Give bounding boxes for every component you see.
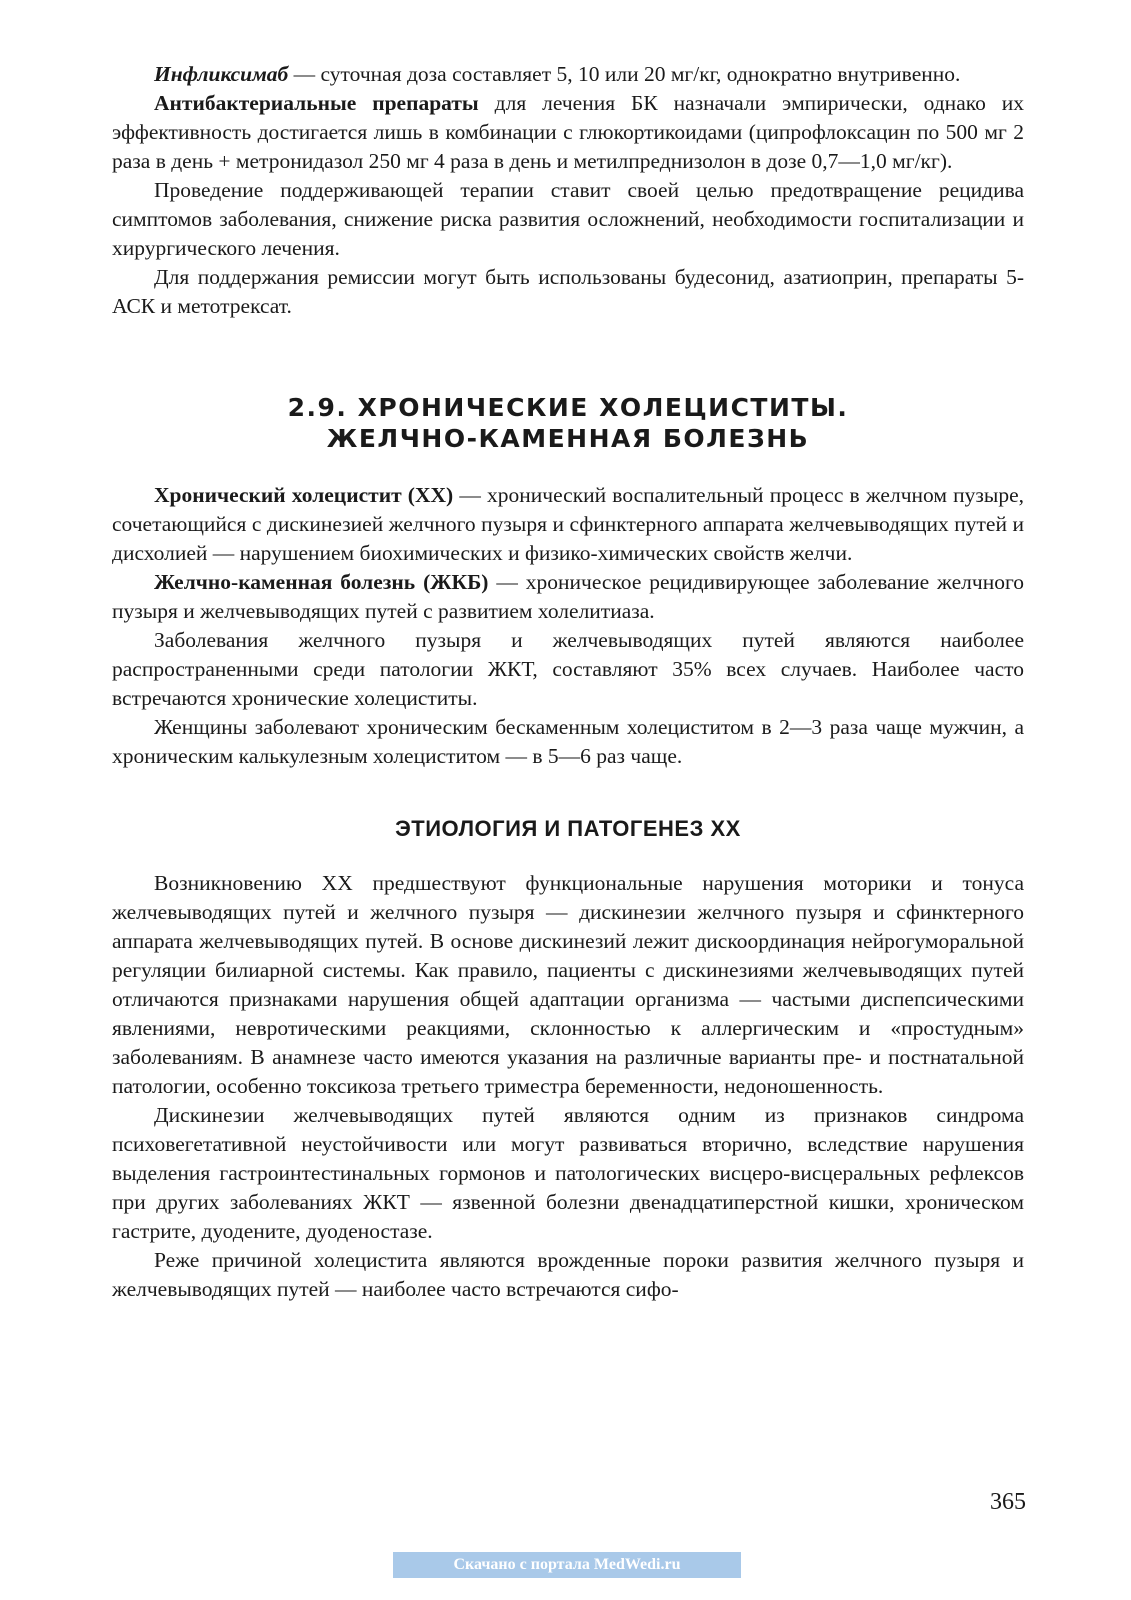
paragraph-prevalence: Заболевания желчного пузыря и желчевыводящих путей являются наиболее распространенными среди патологии ЖКТ, составляют 35% всех случаев. Наиболее часто встречаются хронические холециститы. [112, 628, 1024, 710]
watermark-banner: Скачано с портала MedWedi.ru [393, 1552, 741, 1578]
term-chronic-cholecystitis: Хронический холецистит (ХХ) [154, 483, 454, 507]
term-antibacterial: Антибактериальные препараты [154, 91, 479, 115]
term-infliximab: Инфликсимаб [154, 62, 289, 86]
page-body [112, 60, 1024, 1304]
paragraph-gallstone-disease: Желчно-каменная болезнь (ЖКБ) — хроническое рецидивирующее заболевание желчного пузыря и желчевыводящих путей с развитием холелитиаза. [112, 570, 1024, 623]
paragraph-antibacterial: Антибактериальные препараты для лечения БК назначали эмпирически, однако их эффективность достигается лишь в комбинации с глюкортикоидами (ципрофлоксацин по 500 мг 2 раза в день + метронидазол 250 мг 4 раза в день и метилпреднизолон в дозе 0,7—1,0 мг/кг). [112, 91, 1025, 173]
paragraph-infliximab: Инфликсимаб — суточная доза составляет 5, 10 или 20 мг/кг, однократно внутривенно. [154, 62, 961, 86]
paragraph-remission: Для поддержания ремиссии могут быть использованы будесонид, азатиоприн, препараты 5-АСК и метотрексат. [112, 265, 1024, 318]
subheading-etiology: ЭТИОЛОГИЯ И ПАТОГЕНЕЗ ХХ [395, 816, 741, 841]
section-title-line-2: ЖЕЛЧНО-КАМЕННАЯ БОЛЕЗНЬ [326, 424, 810, 453]
paragraph-maintenance-therapy: Проведение поддерживающей терапии ставит своей целью предотвращение рецидива симптомов заболевания, снижение риска развития осложнений, необходимости госпитализации и хирургического лечения. [112, 178, 1024, 260]
section-title [112, 392, 1024, 454]
paragraph-etiology-3: Реже причиной холецистита являются врожденные пороки развития желчного пузыря и желчевыводящих путей — наиболее часто встречаются сифо- [112, 1248, 1024, 1301]
paragraph-women-incidence: Женщины заболевают хроническим бескаменным холециститом в 2—3 раза чаще мужчин, а хроническим калькулезным холециститом — в 5—6 раз чаще. [112, 715, 1024, 768]
term-gallstone-disease: Желчно-каменная болезнь (ЖКБ) [154, 570, 489, 594]
paragraph-etiology-1: Возникновению ХХ предшествуют функциональные нарушения моторики и тонуса желчевыводящих путей и желчного пузыря — дискинезии желчного пузыря и сфинктерного аппарата желчевыводящих путей. В основе дискинезий лежит дискоординация нейрогуморальной регуляции билиарной системы. Как правило, пациенты с дискинезиями желчевыводящих путей отличаются признаками нарушения общей адаптации организма — частыми диспепсическими явлениями, невротическими реакциями, склонностью к аллергическим и «простудным» заболеваниям. В анамнезе часто имеются указания на различные варианты пре- и постнатальной патологии, особенно токсикоза третьего триместра беременности, недоношенность. [112, 871, 1024, 1098]
paragraph-chronic-cholecystitis: Хронический холецистит (ХХ) — хронический воспалительный процесс в желчном пузыре, сочетающийся с дискинезией желчного пузыря и сфинктерного аппарата желчевыводящих путей и дисхолией — нарушением биохимических и физико-химических свойств желчи. [112, 483, 1024, 565]
page-number: 365 [990, 1489, 1026, 1515]
section-title-line-1: 2.9. ХРОНИЧЕСКИЕ ХОЛЕЦИСТИТЫ. [287, 393, 849, 422]
paragraph-etiology-2: Дискинезии желчевыводящих путей являются одним из признаков синдрома психовегетативной неустойчивости или могут развиваться вторично, вследствие нарушения выделения гастроинтестинальных гормонов и патологических висцеро-висцеральных рефлексов при других заболеваниях ЖКТ — язвенной болезни двенадцатиперстной кишки, хроническом гастрите, дуодените, дуоденостазе. [112, 1103, 1024, 1243]
